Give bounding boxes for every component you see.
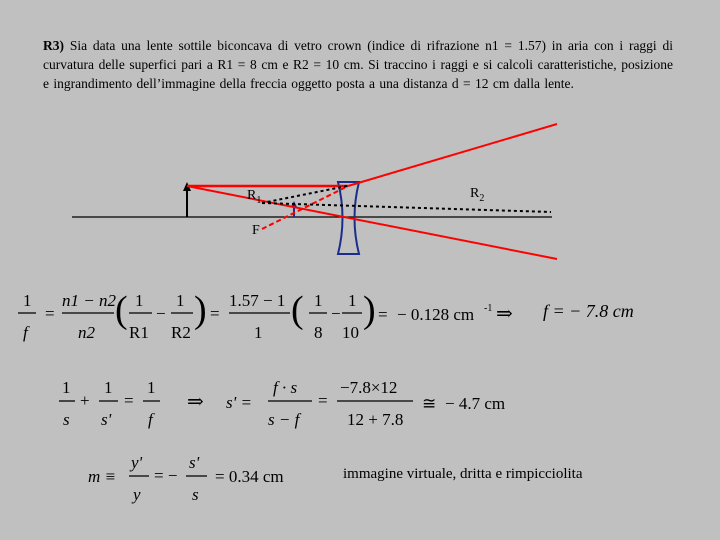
svg-text:(: (: [291, 289, 304, 331]
svg-text:10: 10: [342, 323, 359, 342]
svg-text:1: 1: [62, 378, 71, 397]
svg-text:y': y': [131, 453, 143, 472]
svg-text:=: =: [124, 391, 134, 410]
svg-text:s': s': [101, 410, 112, 429]
svg-text:f = − 7.8 cm: f = − 7.8 cm: [543, 301, 634, 321]
r1-label: $R_1$: [247, 188, 262, 206]
svg-text:f: f: [148, 410, 153, 429]
svg-text:1.57 − 1: 1.57 − 1: [229, 291, 286, 310]
construction-line-dashed-2: [262, 186, 347, 203]
svg-text:1: 1: [104, 378, 113, 397]
problem-text: Sia data una lente sottile biconcava di vetro crown (indice di rifrazione n1 = 1.57) in aria con i raggi di curvatura delle superfici pari a R1 = 8 cm e R2 = 10 cm. Si traccino i raggi e si calcoli caratteristiche, posizione e ingrandimento dell’immagine della freccia oggetto posta a una distanza d = 12 cm dalla lente.: [43, 38, 673, 91]
svg-text:= −: = −: [154, 466, 178, 485]
svg-text:n1 − n2: n1 − n2: [62, 291, 116, 310]
svg-text:≅: ≅: [422, 394, 437, 413]
svg-text:f · s: f · s: [273, 378, 298, 397]
svg-text:−7.8×12: −7.8×12: [340, 378, 398, 397]
svg-text:=: =: [210, 304, 220, 323]
ray-refracted-diverging: [348, 124, 557, 186]
svg-text:−: −: [156, 304, 166, 323]
focus-label: F: [252, 223, 260, 238]
svg-text:=: =: [378, 305, 388, 324]
svg-text:1: 1: [254, 323, 263, 342]
svg-text:m ≡: m ≡: [88, 467, 116, 486]
conclusion-text: immagine virtuale, dritta e rimpicciolita: [343, 466, 583, 482]
svg-text:y: y: [133, 485, 141, 504]
thin-lens-equation: [59, 378, 505, 429]
svg-text:= 0.34 cm: = 0.34 cm: [215, 467, 284, 486]
svg-text:− 4.7 cm: − 4.7 cm: [445, 394, 506, 413]
svg-text:s − f: s − f: [268, 410, 300, 429]
svg-text:8: 8: [314, 323, 323, 342]
magnification-equation: [88, 453, 284, 504]
problem-label: R3): [43, 38, 64, 53]
svg-text:1: 1: [176, 291, 185, 310]
svg-text:1: 1: [314, 291, 323, 310]
svg-text:R2: R2: [171, 323, 191, 342]
svg-text:-1: -1: [484, 303, 493, 314]
svg-text:1: 1: [147, 378, 156, 397]
svg-text:(: (: [115, 289, 128, 331]
lensmaker-equation: [18, 289, 634, 342]
svg-text:1: 1: [23, 291, 32, 310]
svg-text:s: s: [192, 485, 199, 504]
svg-text:=: =: [318, 391, 328, 410]
svg-text:s' =: s' =: [226, 393, 252, 412]
svg-text:1: 1: [135, 291, 144, 310]
svg-text:⇒: ⇒: [187, 391, 204, 413]
svg-text:−: −: [331, 304, 341, 323]
ray-through-center: [187, 186, 557, 259]
ray-virtual-extension: [262, 186, 348, 229]
svg-text:⇒: ⇒: [496, 303, 513, 325]
r2-label: $R_2$: [470, 186, 485, 204]
svg-text:s': s': [189, 453, 200, 472]
svg-text:R1: R1: [129, 323, 149, 342]
svg-text:): ): [194, 289, 207, 331]
svg-text:+: +: [80, 391, 90, 410]
svg-text:f: f: [23, 323, 28, 342]
svg-text:s: s: [63, 410, 70, 429]
svg-text:n2: n2: [78, 323, 95, 342]
svg-text:12 + 7.8: 12 + 7.8: [347, 410, 404, 429]
svg-text:1: 1: [348, 291, 357, 310]
svg-text:=: =: [45, 304, 55, 323]
svg-text:): ): [363, 289, 376, 331]
svg-text:− 0.128 cm: − 0.128 cm: [397, 305, 475, 324]
